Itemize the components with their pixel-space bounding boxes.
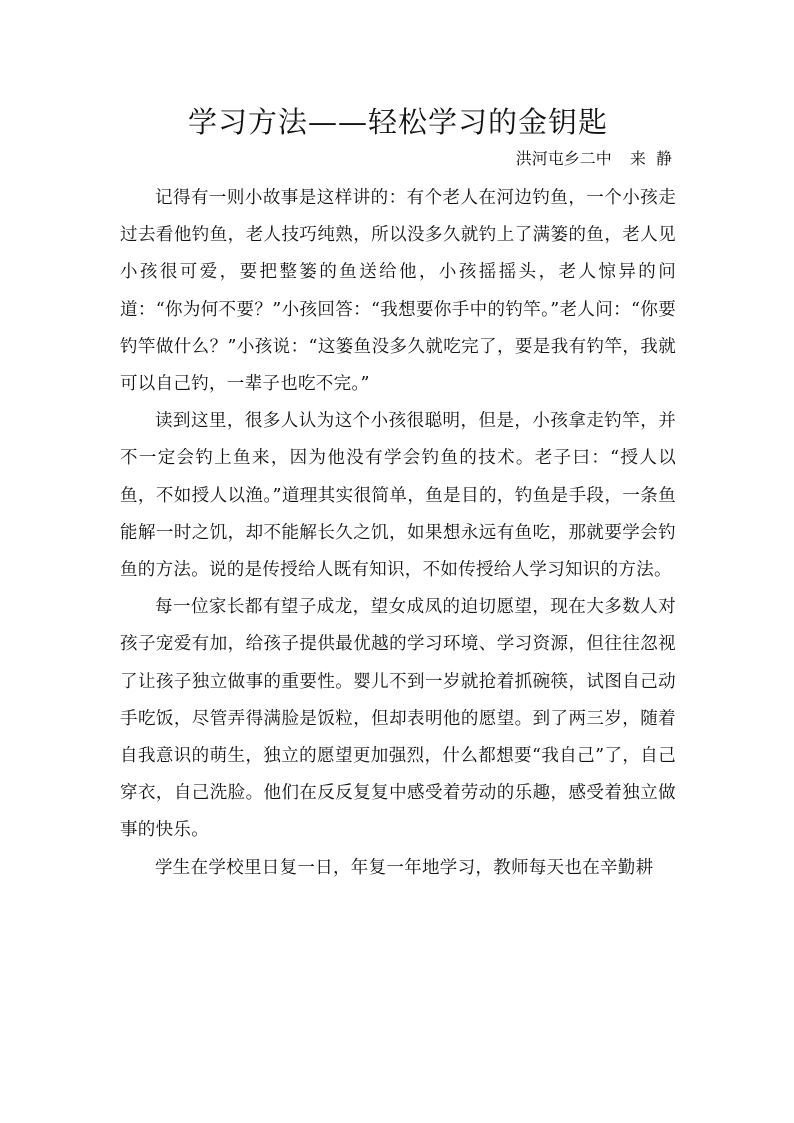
document-title: 学习方法——轻松学习的金钥匙 bbox=[187, 105, 608, 139]
paragraph: 学生在学校里日复一日，年复一年地学习，教师每天也在辛勤耕 bbox=[155, 857, 654, 878]
byline bbox=[120, 146, 676, 172]
paragraph: 每一位家长都有望子成龙，望女成凤的迫切愿望，现在大多数人对孩子宠爱有加，给孩子提供最优越的学习环境、学习资源，但往往忽视了让孩子独立做事的重要性。婴儿不到一岁就抢着抓碗筷，试图自己动手吃饭，尽管弄得满脸是饭粒，但却表明他的愿望。到了两三岁，随着自我意识的萌生，独立的愿望更加强烈，什么都想要“我自己”了，自己穿衣，自己洗脸。他们在反反复复中感受着劳动的乐趣，感受着独立做事的快乐。 bbox=[120, 597, 676, 841]
author-name: 来 静 bbox=[629, 149, 672, 168]
document-body bbox=[120, 180, 676, 887]
paragraph: 记得有一则小故事是这样讲的：有个老人在河边钓鱼，一个小孩走过去看他钓鱼，老人技巧纯熟，所以没多久就钓上了满篓的鱼，老人见小孩很可爱，要把整篓的鱼送给他，小孩摇摇头，老人惊异的问道：“你为何不要？”小孩回答：“我想要你手中的钓竿。”老人问：“你要钓竿做什么？”小孩说：“这篓鱼没多久就吃完了，要是我有钓竿，我就可以自己钓，一辈子也吃不完。” bbox=[120, 188, 676, 395]
paragraph: 读到这里，很多人认为这个小孩很聪明，但是，小孩拿走钓竿，并不一定会钓上鱼来，因为他没有学会钓鱼的技术。老子曰：“授人以鱼，不如授人以渔。”道理其实很简单，鱼是目的，钓鱼是手段，一条鱼能解一时之饥，却不能解长久之饥，如果想永远有鱼吃，那就要学会钓鱼的方法。说的是传授给人既有知识，不如传授给人学习知识的方法。 bbox=[120, 411, 676, 581]
author-school: 洪河屯乡二中 bbox=[515, 149, 612, 168]
document-page bbox=[120, 98, 676, 887]
